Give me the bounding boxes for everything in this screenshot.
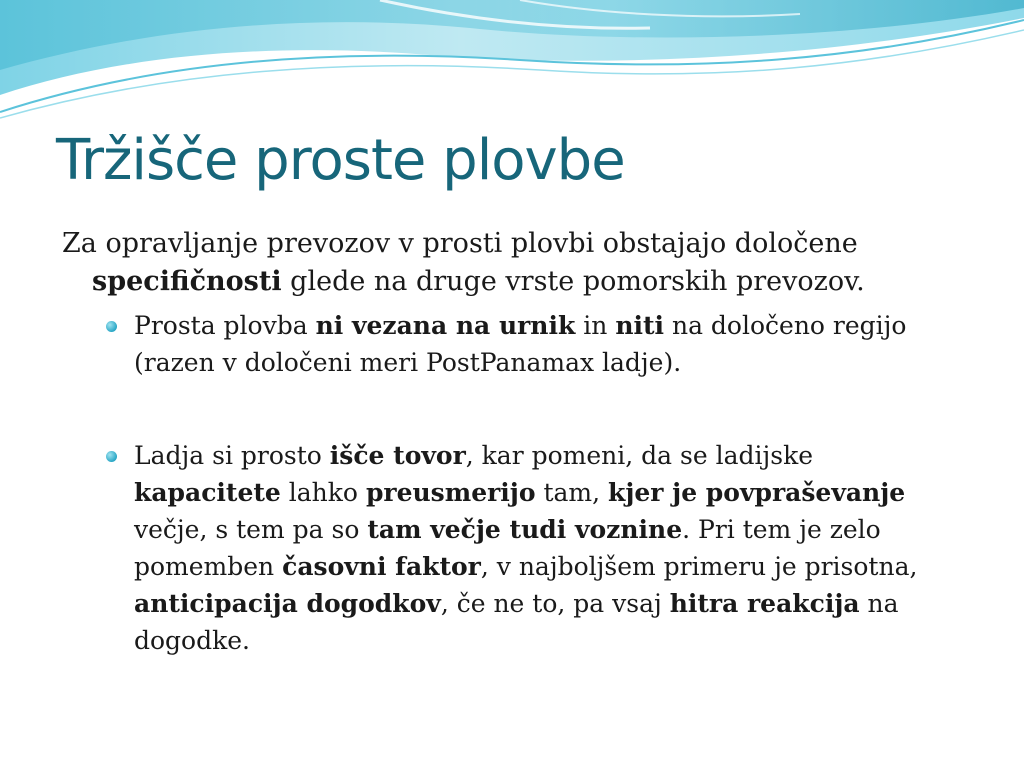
bullet2-bold: preusmerijo <box>365 478 536 507</box>
bullet2-bold: kapacitete <box>134 478 281 507</box>
bullet2-text: Ladja si prosto <box>134 441 330 470</box>
bullet1-bold: niti <box>615 311 665 340</box>
bullet2-text: lahko <box>280 478 366 507</box>
bullet2-text: . Pri tem je zelo pomemben <box>134 515 881 581</box>
bullet2-text: , če ne to, pa vsaj <box>440 589 670 618</box>
bullet2-bold: kjer je povpraševanje <box>608 478 906 507</box>
lead-text-1: Za opravljanje prevozov v prosti plovbi obstajajo določene <box>62 228 858 259</box>
bullet1-text: na določeno regijo (razen v določeni meri PostPanamax ladje). <box>134 311 907 377</box>
slide-body <box>62 225 962 659</box>
bullet1-bold: ni vezana na urnik <box>315 311 576 340</box>
lead-bold-1: specifičnosti <box>92 266 282 297</box>
bullet2-bold: hitra reakcija <box>669 589 860 618</box>
slide-title: Tržišče proste plovbe <box>56 128 625 193</box>
lead-paragraph <box>62 225 962 301</box>
bullet2-bold: časovni faktor <box>282 552 481 581</box>
bullet2-bold: išče tovor <box>329 441 466 470</box>
bullet-item-2 <box>62 437 962 659</box>
wave-banner-decoration <box>0 0 1024 130</box>
bullet2-text: večje, s tem pa so <box>134 515 368 544</box>
lead-text-2: glede na druge vrste pomorskih prevozov. <box>281 266 865 297</box>
bullet1-text: in <box>575 311 616 340</box>
bullet2-text: na dogodke. <box>134 589 899 655</box>
bullet2-bold: tam večje tudi voznine <box>367 515 683 544</box>
bullet2-text: , v najboljšem primeru je prisotna, <box>480 552 918 581</box>
bullet2-text: tam, <box>535 478 608 507</box>
bullet-icon <box>106 321 117 332</box>
bullet-icon <box>106 451 117 462</box>
bullet2-bold: anticipacija dogodkov <box>134 589 441 618</box>
bullet1-text: Prosta plovba <box>134 311 316 340</box>
bullet2-text: , kar pomeni, da se ladijske <box>465 441 814 470</box>
bullet-item-1 <box>62 307 962 381</box>
spacer <box>62 381 962 437</box>
